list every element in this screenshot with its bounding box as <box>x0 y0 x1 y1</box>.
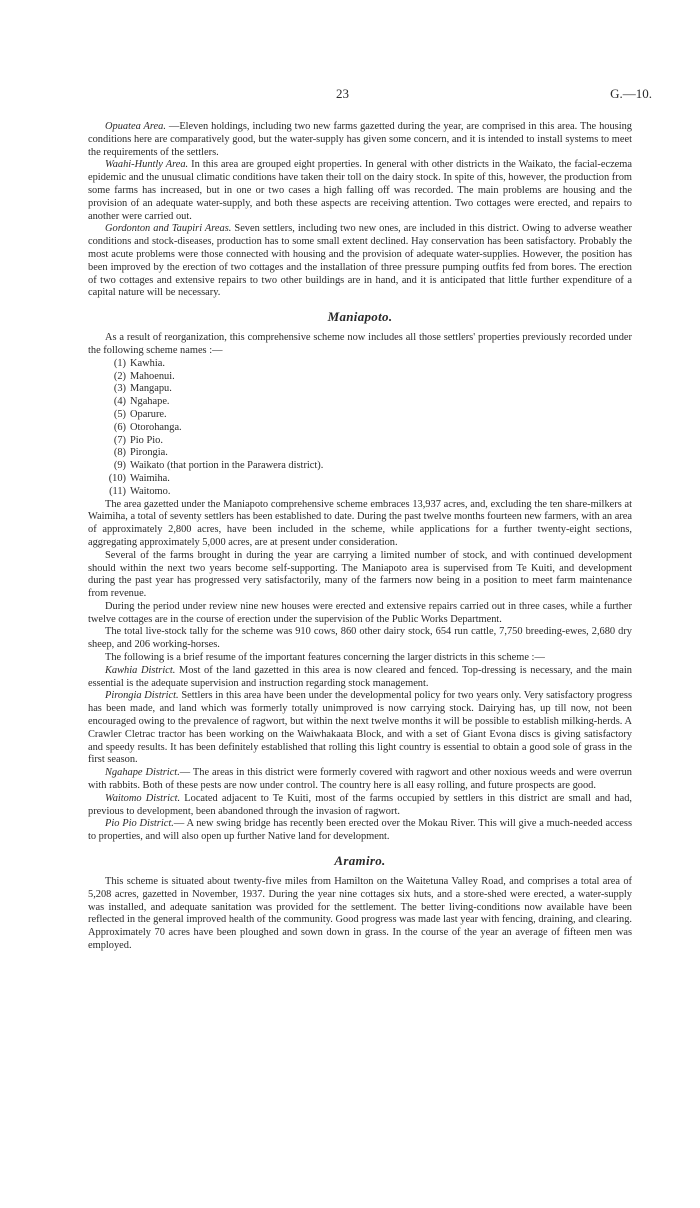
section-heading-aramiro: Aramiro. <box>334 853 386 869</box>
list-item <box>108 486 632 499</box>
district-ngahape <box>88 767 632 793</box>
document-body <box>88 121 632 953</box>
list-number: (3) <box>113 383 126 395</box>
list-number: (4) <box>113 396 126 408</box>
list-item <box>108 383 632 396</box>
paragraph-gordonton-taupiri <box>88 223 632 300</box>
page-number: 23 <box>336 86 349 101</box>
series-reference: G.—10. <box>610 86 652 101</box>
maniapoto-paragraph-resume: The following is a brief resume of the important features concerning the larger districts in this scheme :— <box>105 652 545 664</box>
list-number: (6) <box>113 421 126 433</box>
paragraph-text: In this area are grouped eight properties. In general with other districts in the Waikato, the facial-eczema epidemic and the unusual climatic conditions have taken their toll on the dairy stock. In spite of this, however, the production from some farms has increased, but in one or two cases a high falling off was recorded. The main problems are housing and the provision of an adequate water-supply, and both these aspects are receiving attention. Two cottages were erected, and repairs to another were carried out. <box>88 159 632 222</box>
paragraph-lead: Ngahape District. <box>105 767 180 779</box>
list-number: (10) <box>108 472 126 484</box>
list-item <box>108 460 632 473</box>
list-item <box>108 473 632 486</box>
paragraph-text: Settlers in this area have been under the developmental policy for two years only. Very satisfactory progress has been made, and land which was formerly totally unimproved is now carrying stock. Dairying has, up till now, not been encouraged owing to the prevalence of ragwort, but within the next twelve months it will be possible to establish milking-herds. A Crawler Cletrac tractor has been working on the Waiwhakaata Block, and with a set of Giant Evona discs is giving satisfactory and speedy results. It has been definitely established that rolling this light country is essential to obtain a good sole of grass in the first season. <box>88 690 632 766</box>
paragraph-text: — The areas in this district were formerly covered with ragwort and other noxious weeds and were overrun with rabbits. Both of these pests are now under control. The country here is all easy rolling, and future prospects are good. <box>88 767 633 792</box>
paragraph-text: Seven settlers, including two new ones, are included in this district. Owing to adverse weather conditions and stock-diseases, production has to some small extent declined. Hay conservation has been satisfactory. Probably the most acute problems were those connected with housing and the provision of adequate water-supplies. However, the position has been improved by the erection of two cottages and the installation of three pressure pumping outfits fed from bores. The erection of two cottages and extensive repairs to two other buildings are in hand, and it is anticipated that little further expenditure of a capital nature will be necessary. <box>88 223 633 299</box>
scheme-list <box>88 358 632 499</box>
paragraph-lead: Waitomo District. <box>105 792 181 804</box>
list-text: Mangapu. <box>130 383 172 395</box>
paragraph-lead: Opuatea Area. <box>105 121 166 132</box>
list-number: (1) <box>113 357 126 369</box>
list-number: (11) <box>109 485 126 497</box>
list-item <box>108 435 632 448</box>
list-text: Waimiha. <box>130 472 170 484</box>
district-waitomo <box>88 793 632 819</box>
district-pirongia <box>88 690 632 767</box>
list-item <box>108 422 632 435</box>
list-number: (7) <box>113 434 126 446</box>
aramiro-paragraph: This scheme is situated about twenty-five miles from Hamilton on the Waitetuna Valley Road, and comprises a total area of 5,208 acres, gazetted in November, 1937. During the year nine cottages six huts, and a store-shed were erected, a water-supply was installed, and adequate sanitation was provided for the settlement. The better living-conditions now available have been reflected in the general improved health of the community. Good progress was made last year with fencing, draining, and clearing. Approximately 70 acres have been ploughed and sown down in grass. In the course of the year an average of fifteen men was employed. <box>88 876 632 952</box>
maniapoto-intro: As a result of reorganization, this comprehensive scheme now includes all those settlers' properties previously recorded under the following scheme names :— <box>88 332 632 356</box>
list-text: Waikato (that portion in the Parawera district). <box>130 460 324 472</box>
list-item <box>108 409 632 422</box>
section-heading-maniapoto: Maniapoto. <box>327 309 393 325</box>
list-text: Mahoenui. <box>130 370 175 382</box>
maniapoto-paragraph-farms: Several of the farms brought in during the year are carrying a limited number of stock, and with continued development should within the next two years become self-supporting. The Maniapoto area is supervised from Te Kuiti, and development during the past year has progressed very satisfactorily, many of the farmers now being in a position to meet farm maintenance from revenue. <box>88 549 632 600</box>
paragraph-lead: Pio Pio District. <box>105 818 174 830</box>
list-text: Kawhia. <box>130 357 165 369</box>
district-pio-pio <box>88 818 632 844</box>
list-text: Ngahape. <box>130 396 170 408</box>
paragraph-opuatea <box>88 121 632 159</box>
maniapoto-paragraph-houses: During the period under review nine new houses were erected and extensive repairs carried out in three cases, while a further twelve cottages are in the course of erection under the supervision of the Public Works Department. <box>88 600 632 625</box>
paragraph-lead: Gordonton and Taupiri Areas. <box>105 223 232 235</box>
paragraph-waahi-huntly <box>88 159 632 223</box>
paragraph-text: —Eleven holdings, including two new farms gazetted during the year, are comprised in this area. The housing conditions here are comparatively good, but the water-supply has given some concern, and it is intended to install systems to meet the requirements of the settlers. <box>88 121 632 158</box>
list-item <box>108 371 632 384</box>
list-item <box>108 358 632 371</box>
paragraph-text: — A new swing bridge has recently been erected over the Mokau River. This will give a much-needed access to properties, and will also open up further Native land for development. <box>88 818 632 843</box>
list-number: (5) <box>113 408 126 420</box>
list-text: Pirongia. <box>130 447 168 459</box>
list-text: Pio Pio. <box>130 434 163 446</box>
list-text: Waitomo. <box>130 485 171 497</box>
list-number: (8) <box>113 447 126 459</box>
list-item <box>108 396 632 409</box>
paragraph-lead: Kawhia District. <box>105 664 176 676</box>
district-kawhia <box>88 665 632 691</box>
list-number: (2) <box>113 370 126 382</box>
paragraph-lead: Waahi-Huntly Area. <box>105 159 189 171</box>
paragraph-text: Most of the land gazetted in this area is now cleared and fenced. Top-dressing is necessary, and the main essential is the adequate supervision and instruction regarding stock management. <box>88 664 632 689</box>
paragraph-lead: Pirongia District. <box>105 690 179 702</box>
paragraph-text: Located adjacent to Te Kuiti, most of the farms occupied by settlers in this district are small and had, previous to development, been abandoned through the invasion of ragwort. <box>88 792 632 817</box>
list-number: (9) <box>113 460 126 472</box>
maniapoto-paragraph-livestock: The total live-stock tally for the scheme was 910 cows, 860 other dairy stock, 654 run cattle, 7,750 breeding-ewes, 2,680 dry sheep, and 206 working-horses. <box>88 626 632 651</box>
list-text: Oparure. <box>130 408 167 420</box>
page-header <box>0 88 700 104</box>
maniapoto-paragraph-area: The area gazetted under the Maniapoto comprehensive scheme embraces 13,937 acres, and, excluding the ten share-milkers at Waimiha, a total of seventy settlers has been established to date. During the past twelve months fourteen new farmers, with an area of approximately 2,800 acres, have been included in the scheme, while applications for a further twenty-eight sections, aggregating approximately 5,000 acres, are at present under consideration. <box>88 498 632 548</box>
list-text: Otorohanga. <box>130 421 182 433</box>
list-item <box>108 447 632 460</box>
